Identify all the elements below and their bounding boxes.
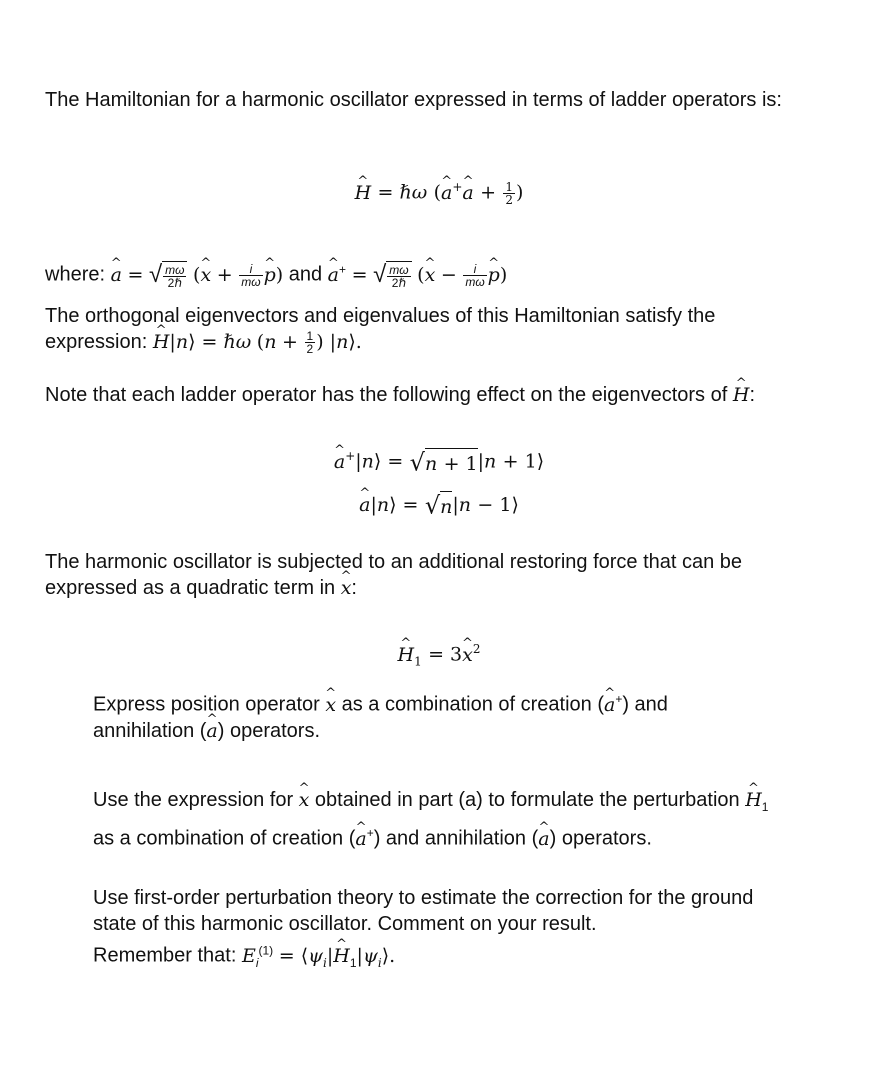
intro-text: The Hamiltonian for a harmonic oscillator expressed in terms of ladder operators is:	[45, 89, 782, 111]
eigen-line2-prefix: expression:	[45, 331, 153, 353]
lowering-operator-definition: a ^ = √ $\frac{m\omega}{\text{2ℏ}}$ (x ^ + $\frac{i}{m\omega}$ p ^)	[111, 264, 289, 286]
intro-paragraph	[45, 87, 845, 113]
first-order-correction-formula: $E_i^{(1)}$ = $⟨\psi_i|H$ $\^{}_1|\psi_i⟩$.	[242, 945, 395, 967]
part-b-line2: as a combination of creation (a ^+) and annihilation (a ^) operators.	[93, 820, 838, 852]
and-connector: and	[288, 263, 328, 286]
where-prefix: where:	[45, 263, 111, 286]
question-part-b	[93, 787, 838, 852]
perturbation-equation: H $\^{}_1 = 3x$ ^$^2$	[0, 636, 878, 675]
raising-operator-definition: a ^+ = √ $\frac{m\omega}{\text{2ℏ}}$ (x ^ − $\frac{i}{m\omega}$ p ^)	[328, 264, 508, 286]
part-c-line3-prefix: Remember that:	[93, 944, 242, 967]
eigen-paragraph	[45, 303, 845, 355]
question-part-a	[93, 686, 838, 744]
note-paragraph: Note that each ladder operator has the following effect on the eigenvectors of H ^:	[45, 382, 845, 408]
part-a-mid: as a combination of creation (	[336, 693, 604, 716]
part-b-mid: obtained in part (a) to formulate the perturbation	[309, 789, 746, 811]
lowering-action-equation: a ^|n⟩ = √n|n − 1⟩	[0, 491, 878, 520]
restoring-line1: The harmonic oscillator is subjected to an additional restoring force that can be	[45, 551, 743, 573]
question-part-c	[93, 885, 838, 976]
raising-action-equation: a ^+|n⟩ = √n + 1|n + 1⟩	[0, 443, 878, 477]
part-a-end: ) and	[622, 693, 668, 716]
eigenvalue-equation: H ^|n⟩ = ℏω (n + $\frac{1}{2}$ ) |n⟩.	[153, 331, 362, 353]
part-a-prefix: Express position operator	[93, 693, 326, 716]
part-b-line1: Use the expression for x ^ obtained in part (a) to formulate the perturbation H $\^{}_1$	[93, 787, 838, 820]
ladder-definitions	[45, 256, 845, 289]
part-b-prefix: Use the expression for	[93, 789, 299, 811]
part-b-line2-prefix: as a combination of creation (	[93, 827, 356, 850]
part-a-line1: Express position operator x ^ as a combination of creation (a ^+) and	[93, 686, 838, 718]
part-a-line2-end: ) operators.	[217, 719, 321, 742]
restoring-line2: expressed as a quadratic term in x ^:	[45, 575, 845, 601]
restoring-paragraph	[45, 549, 845, 601]
part-b-line2-mid: ) and annihilation (	[373, 827, 539, 850]
eigen-line1: The orthogonal eigenvectors and eigenvalues of this Hamiltonian satisfy the	[45, 305, 716, 327]
eigen-line2	[45, 329, 845, 355]
part-b-line2-end: ) operators.	[549, 827, 652, 850]
part-a-line2: annihilation (a ^) operators.	[93, 718, 838, 744]
part-c-line1: Use first-order perturbation theory to estimate the correction for the ground	[93, 887, 754, 909]
part-a-line2-prefix: annihilation (	[93, 719, 207, 742]
restoring-line2-prefix: expressed as a quadratic term in	[45, 577, 341, 599]
note-text: Note that each ladder operator has the following effect on the eigenvectors of	[45, 384, 733, 406]
part-c-line3	[93, 937, 838, 976]
part-c-line2: state of this harmonic oscillator. Comment on your result.	[93, 913, 597, 935]
hamiltonian-equation: H ^ = ℏω (a ^+a ^ + $\frac{1}{2}$ )	[0, 174, 878, 206]
